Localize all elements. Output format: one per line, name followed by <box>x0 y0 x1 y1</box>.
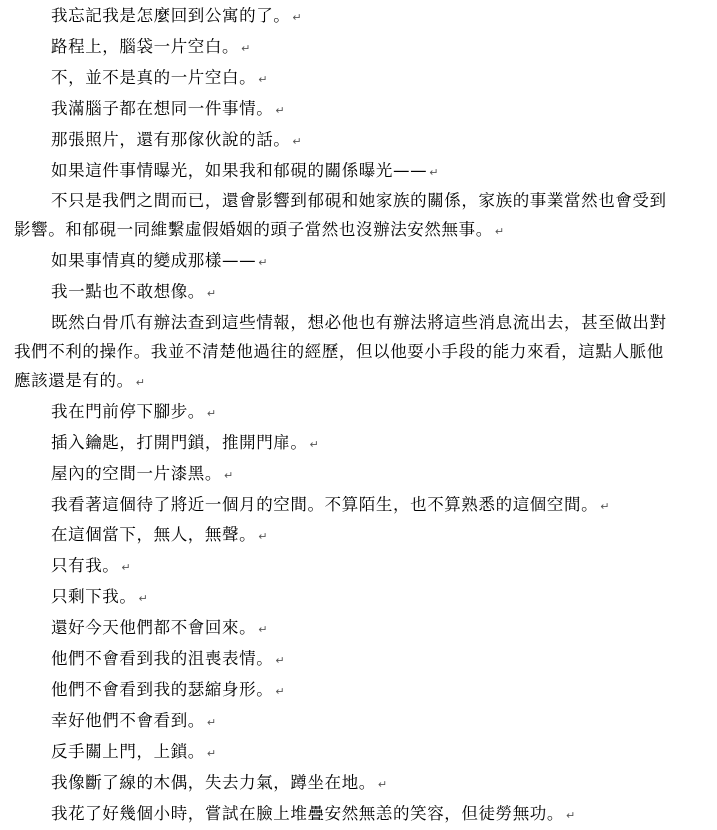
paragraph-text: 路程上，腦袋一片空白。 <box>51 36 240 56</box>
paragraph-mark-icon: ↵ <box>241 41 251 55</box>
paragraph-text: 我在門前停下腳步。 <box>51 401 205 421</box>
paragraph-text: 我看著這個待了將近一個月的空間。不算陌生，也不算熟悉的這個空間。 <box>51 494 599 514</box>
paragraph-mark-icon: ↵ <box>258 623 268 637</box>
paragraph-text: 他們不會看到我的沮喪表情。 <box>51 649 274 669</box>
paragraph <box>14 429 677 460</box>
paragraph-text: 不，並不是真的一片空白。 <box>51 67 257 87</box>
paragraph-mark-icon: ↵ <box>206 287 217 301</box>
paragraph <box>14 645 677 676</box>
paragraph <box>14 398 677 429</box>
paragraph <box>14 157 677 188</box>
paragraph-mark-icon: ↵ <box>258 72 268 86</box>
paragraph <box>14 309 677 398</box>
paragraph-mark-icon: ↵ <box>206 746 217 760</box>
paragraph <box>14 126 677 157</box>
paragraph-text: 幸好他們不會看到。 <box>51 710 205 730</box>
paragraph-mark-icon: ↵ <box>275 684 285 698</box>
paragraph-text: 如果事情真的變成那樣—— <box>51 251 257 271</box>
paragraph-mark-icon: ↵ <box>600 499 610 513</box>
paragraph-mark-icon: ↵ <box>275 654 285 668</box>
paragraph <box>14 521 677 552</box>
paragraph <box>14 769 677 800</box>
paragraph-text: 還好今天他們都不會回來。 <box>51 618 257 638</box>
paragraph-mark-icon: ↵ <box>224 468 234 482</box>
paragraph-mark-icon: ↵ <box>429 165 439 179</box>
paragraph <box>14 33 677 64</box>
paragraph-mark-icon: ↵ <box>206 715 217 729</box>
paragraph-text: 我一點也不敢想像。 <box>51 282 205 302</box>
paragraph <box>14 583 677 614</box>
paragraph <box>14 460 677 491</box>
paragraph-mark-icon: ↵ <box>566 808 576 822</box>
paragraph-mark-icon: ↵ <box>309 437 319 451</box>
paragraph <box>14 187 677 247</box>
paragraph-text: 我忘記我是怎麼回到公寓的了。 <box>51 6 291 25</box>
paragraph-mark-icon: ↵ <box>258 530 268 544</box>
paragraph-mark-icon: ↵ <box>494 225 505 239</box>
paragraph <box>14 614 677 645</box>
paragraph <box>14 738 677 769</box>
paragraph-mark-icon: ↵ <box>121 561 131 575</box>
paragraph-text: 反手關上門，上鎖。 <box>51 741 205 761</box>
paragraph-text: 如果這件事情曝光，如果我和郁硯的關係曝光—— <box>51 160 428 180</box>
paragraph-text: 屋內的空間一片漆黑。 <box>51 463 222 483</box>
paragraph-text: 插入鑰匙，打開門鎖，推開門扉。 <box>51 432 308 452</box>
paragraph-text: 我花了好幾個小時，嘗試在臉上堆疊安然無恙的笑容，但徒勞無功。 <box>51 803 564 823</box>
paragraph-mark-icon: ↵ <box>292 11 302 24</box>
paragraph-mark-icon: ↵ <box>135 375 145 389</box>
paragraph-mark-icon: ↵ <box>275 103 285 117</box>
paragraph <box>14 800 677 830</box>
paragraph <box>14 676 677 707</box>
paragraph <box>14 2 677 33</box>
paragraph <box>14 95 677 126</box>
paragraph-text: 在這個當下，無人，無聲。 <box>51 525 257 545</box>
paragraph-text: 我像斷了線的木偶，失去力氣，蹲坐在地。 <box>51 772 376 792</box>
paragraph-text: 只剩下我。 <box>51 587 137 607</box>
paragraph-text: 那張照片，還有那傢伙說的話。 <box>51 129 291 149</box>
paragraph-mark-icon: ↵ <box>377 777 388 791</box>
paragraph <box>14 491 677 522</box>
paragraph-mark-icon: ↵ <box>138 592 148 606</box>
paragraph-text: 既然白骨爪有辦法查到這些情報，想必他也有辦法將這些消息流出去，甚至做出對我們不利的操作。我並不清楚他過往的經歷，但以他耍小手段的能力來看，這點人脈他應該還是有的。 <box>14 313 667 390</box>
paragraph-text: 他們不會看到我的瑟縮身形。 <box>51 679 274 699</box>
paragraph <box>14 278 677 309</box>
paragraph-text: 我滿腦子都在想同一件事情。 <box>51 98 274 118</box>
paragraph-mark-icon: ↵ <box>258 256 268 270</box>
paragraph <box>14 552 677 583</box>
paragraph-mark-icon: ↵ <box>292 134 302 148</box>
paragraph <box>14 64 677 95</box>
paragraph-text: 不只是我們之間而已，還會影響到郁硯和她家族的關係，家族的事業當然也會受到影響。和郁硯一同維繫虛假婚姻的頭子當然也沒辦法安然無事。 <box>14 191 667 240</box>
paragraph <box>14 247 677 278</box>
paragraph-mark-icon: ↵ <box>206 406 217 420</box>
paragraph <box>14 707 677 738</box>
paragraph-text: 只有我。 <box>51 556 120 576</box>
